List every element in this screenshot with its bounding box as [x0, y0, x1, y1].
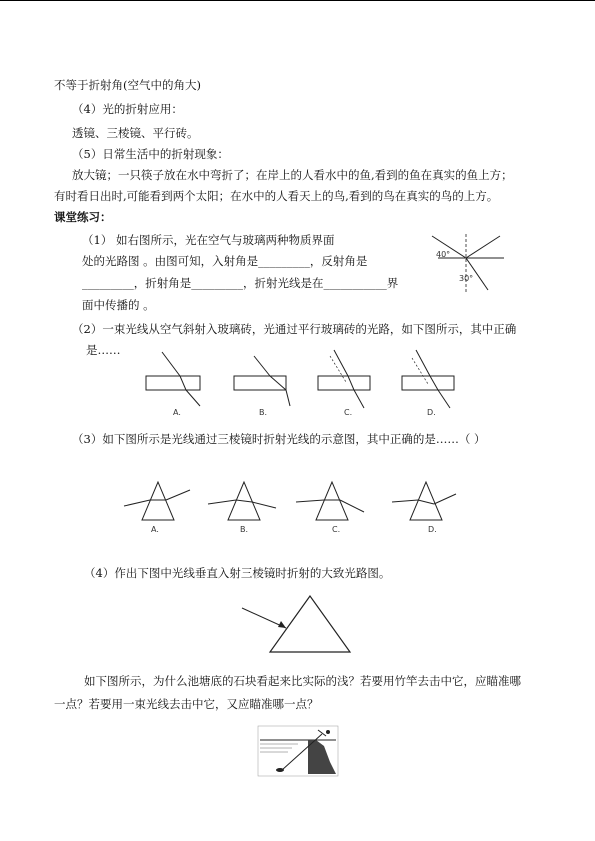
option-label-a: A. — [151, 525, 159, 534]
question-2: 是…… — [86, 343, 121, 357]
text-line: 透镜、三棱镜、平行砖。 — [72, 126, 199, 140]
question-1: 处的光路图 。由图可知，入射角是_________，反射角是 — [82, 254, 368, 268]
option-b-figure — [234, 356, 290, 406]
option-b-prism — [208, 482, 276, 520]
option-a-figure — [146, 352, 200, 406]
option-label-b: B. — [240, 525, 249, 534]
question-2: （2）一束光线从空气斜射入玻璃砖，光通过平行玻璃砖的光路，如下图所示，其中正确 — [72, 322, 517, 336]
text-line: （4）光的折射应用： — [72, 102, 183, 116]
question-4: （4）作出下图中光线垂直入射三棱镜时折射的大致光路图。 — [84, 566, 391, 580]
question-5: 如下图所示，为什么池塘底的石块看起来比实际的浅？若要用竹竿去击中它，应瞄准哪 — [84, 674, 521, 688]
option-d-figure — [402, 350, 454, 408]
prism-perpendicular-ray — [236, 592, 366, 656]
question-1: 面中传播的 。 — [82, 298, 155, 312]
text-line: 不等于折射角(空气中的角大) — [54, 78, 201, 92]
text-line: 有时看日出时,可能看到两个太阳；在水中的人看天上的鸟,看到的鸟在真实的鸟的上方。 — [54, 189, 499, 203]
option-d-prism — [392, 482, 456, 520]
angle-label-top: 40° — [436, 250, 451, 259]
option-a-prism — [124, 482, 190, 520]
figure-interface-light-path — [426, 232, 506, 294]
option-c-figure — [318, 350, 370, 408]
option-label-a: A. — [173, 408, 181, 417]
question-5: 一点？若要用一束光线去击中它，又应瞄准哪一点？ — [54, 697, 319, 711]
question-1: （1） 如右图所示，光在空气与玻璃两种物质界面 — [82, 233, 335, 247]
text-line: 放大镜；一只筷子放在水中弯折了；在岸上的人看水中的鱼,看到的鱼在真实的鱼上方； — [72, 168, 513, 182]
text-line: （5）日常生活中的折射现象： — [72, 147, 229, 161]
option-label-d: D. — [428, 525, 437, 534]
prism-options — [120, 480, 460, 524]
pond-stone-figure — [258, 726, 338, 776]
option-c-prism — [296, 482, 364, 520]
option-label-b: B. — [259, 408, 268, 417]
option-label-d: D. — [427, 408, 436, 417]
glass-block-options — [140, 348, 470, 416]
question-1: _________，折射角是_________，折射光线是在___________界 — [82, 276, 399, 290]
page-top-rule — [0, 0, 595, 1]
option-label-c: C. — [344, 408, 353, 417]
question-3: （3）如下图所示是光线通过三棱镜时折射光线的示意图，其中正确的是……（ ） — [72, 432, 486, 446]
section-heading: 课堂练习： — [54, 210, 112, 224]
angle-label-bottom: 30° — [459, 274, 474, 283]
option-label-c: C. — [332, 525, 341, 534]
